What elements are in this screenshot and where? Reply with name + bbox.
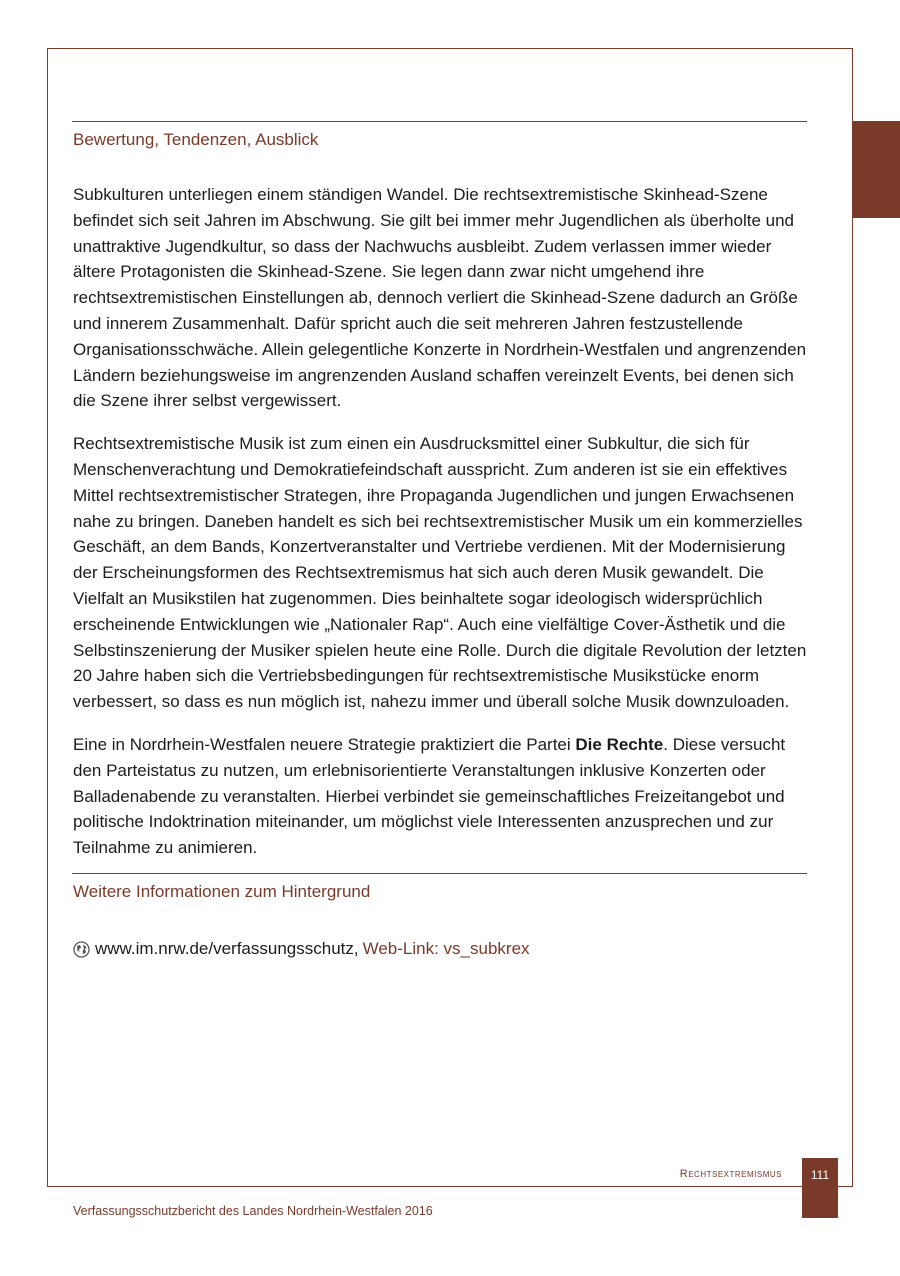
top-divider <box>72 121 807 122</box>
globe-icon <box>73 941 90 958</box>
link-line <box>73 938 530 960</box>
page-number: 111 <box>810 1168 830 1182</box>
party-name: Die Rechte <box>575 734 664 754</box>
page-number-box <box>802 1158 838 1218</box>
chapter-side-tab <box>853 121 900 218</box>
footer-section-label: Rechtsextremismus <box>679 1168 782 1180</box>
body-text <box>73 182 809 878</box>
section-heading-assessment: Bewertung, Tendenzen, Ausblick <box>73 130 319 149</box>
website-url[interactable]: www.im.nrw.de/verfassungsschutz, <box>95 939 359 958</box>
web-link[interactable]: Web-Link: vs_subkrex <box>362 939 530 958</box>
section-heading-info: Weitere Informationen zum Hintergrund <box>73 882 371 901</box>
paragraph-3 <box>73 732 809 861</box>
paragraph-2: Rechtsextremistische Musik ist zum einen ein Ausdrucksmittel einer Subkultur, die sich für Menschenverachtung und Demokratiefeindschaft ausspricht. Zum anderen ist sie ein effektives Mittel rechtsextremistischer Strategen, ihre Propaganda Jugendlichen und jungen Erwachsenen nahe zu bringen. Daneben handelt es sich bei rechtsextremistischer Musik um ein kommerzielles Geschäft, an dem Bands, Konzertveranstalter und Vertriebe verdienen. Mit der Modernisierung der Erscheinungsformen des Rechtsextremismus hat sich auch deren Musik gewandelt. Die Vielfalt an Musikstilen hat zugenommen. Dies beinhaltete sogar ideologisch widersprüchlich erscheinende Entwicklungen wie „Nationaler Rap“. Auch eine vielfältige Cover-Ästhetik und die Selbstinszenierung der Musiker spielen heute eine Rolle. Durch die digitale Revolution der letzten 20 Jahre haben sich die Vertriebsbedingungen für rechtsextremistische Musikstücke enorm verbessert, so dass es nun möglich ist, nahezu immer und überall solche Musik downzuloaden. <box>73 434 807 712</box>
footer-publication-title: Verfassungsschutzbericht des Landes Nordrhein-Westfalen 2016 <box>73 1204 433 1218</box>
paragraph-1: Subkulturen unterliegen einem ständigen Wandel. Die rechtsextremistische Skinhead-Szene befindet sich seit Jahren im Abschwung. Sie gilt bei immer mehr Jugendlichen als überholte und unattraktive Jugendkultur, so dass der Nachwuchs ausbleibt. Zudem verlassen immer wieder ältere Protagonisten die Skinhead-Szene. Sie legen dann zwar nicht umgehend ihre rechtsextremistischen Einstellungen ab, dennoch verliert die Skinhead-Szene dadurch an Größe und innerem Zusammenhalt. Dafür spricht auch die seit mehreren Jahren festzustellende Organisationsschwäche. Allein gelegentliche Konzerte in Nordrhein-Westfalen und angrenzenden Ländern beziehungsweise im angrenzenden Ausland schaffen vereinzelt Events, bei denen sich die Szene ihrer selbst vergewissert. <box>73 185 807 411</box>
info-divider <box>72 873 807 874</box>
paragraph-3-text-start: Eine in Nordrhein-Westfalen neuere Strategie praktiziert die Partei <box>73 734 576 754</box>
paragraph-3-text-end: . Diese versucht den Parteistatus zu nutzen, um erlebnisorientierte Veranstaltungen inklusive Konzerten oder Balladenabende zu veranstalten. Hierbei verbindet sie gemeinschaftliches Freizeitangebot und politische Indoktrination miteinander, um möglichst viele Interessenten anzusprechen und zur Teilnahme zu animieren. <box>73 734 786 858</box>
